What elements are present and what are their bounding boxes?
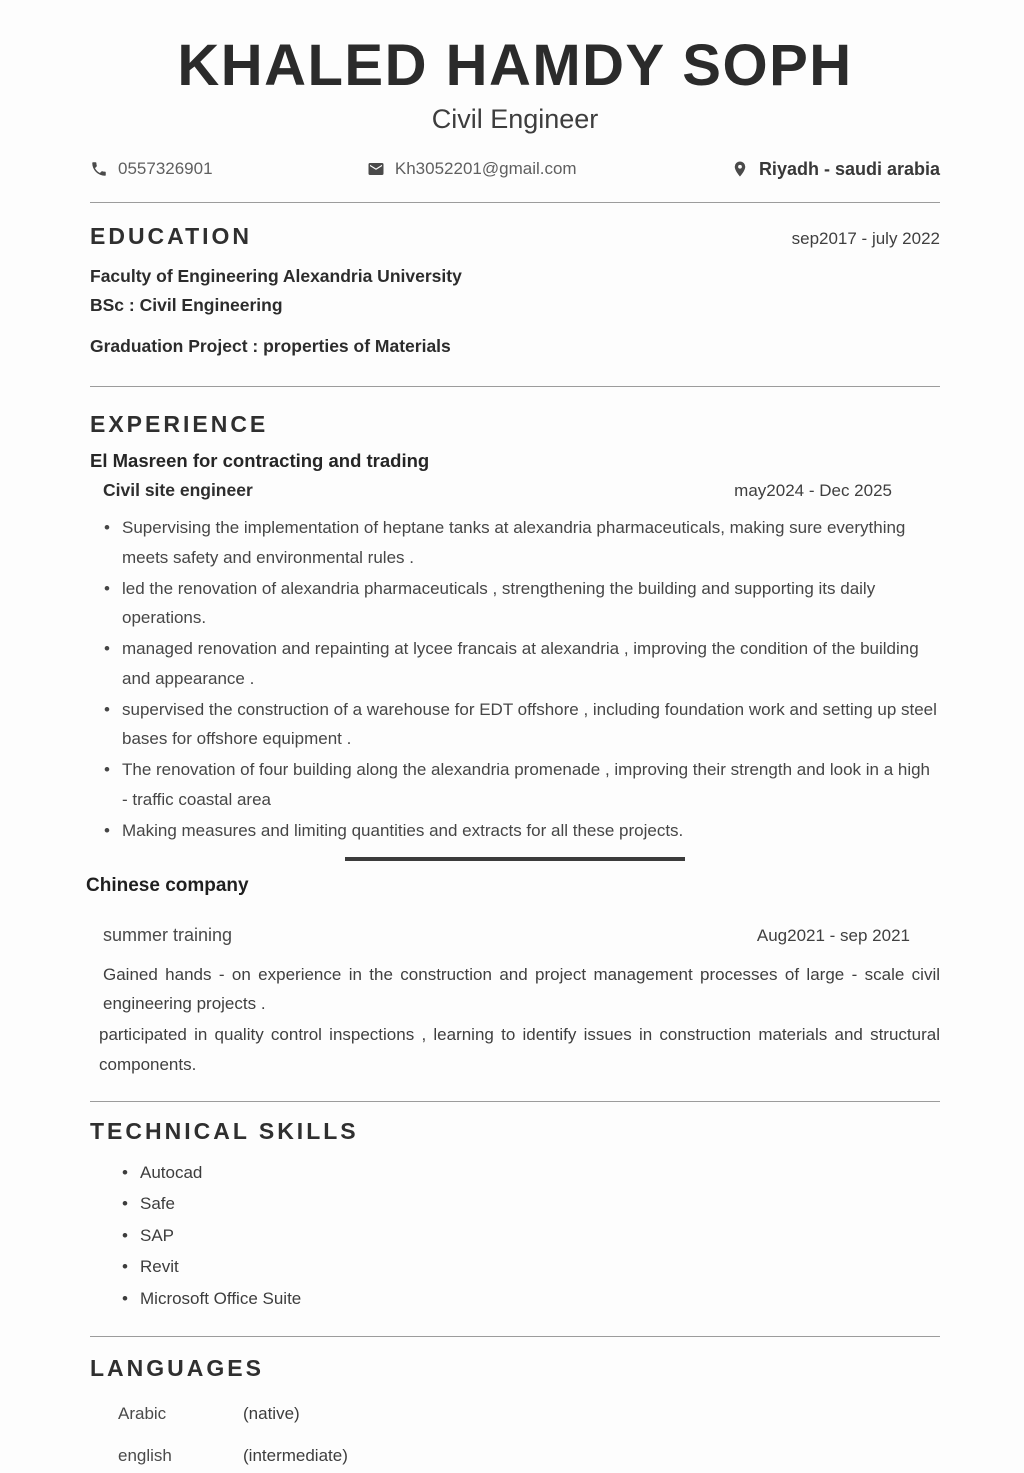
section-separator-bar bbox=[345, 857, 685, 861]
language-level: (intermediate) bbox=[243, 1446, 348, 1466]
skill-list bbox=[90, 1157, 940, 1314]
education-heading: EDUCATION bbox=[90, 222, 253, 249]
language-row bbox=[90, 1446, 940, 1466]
contact-email bbox=[367, 159, 577, 179]
experience-bullet: • Making measures and limiting quantities and extracts for all these projects. bbox=[90, 816, 940, 845]
language-name: Arabic bbox=[118, 1404, 167, 1424]
technical-skills-heading: TECHNICAL SKILLS bbox=[90, 1117, 359, 1144]
languages-heading: LANGUAGES bbox=[90, 1355, 264, 1382]
experience-bullet: • Supervising the implementation of heptane tanks at alexandria pharmaceuticals, making sure everything meets safety and environmental rules . bbox=[90, 513, 940, 571]
resume-header bbox=[0, 0, 1024, 180]
company-name: El Masreen for contracting and trading bbox=[90, 450, 430, 472]
language-name: english bbox=[118, 1446, 172, 1466]
email-icon bbox=[367, 160, 385, 178]
education-project: Graduation Project : properties of Materials bbox=[90, 335, 451, 356]
experience-paragraph: participated in quality control inspections , learning to identify issues in construction materials and structural components. bbox=[99, 1025, 940, 1074]
experience-heading: EXPERIENCE bbox=[90, 411, 269, 438]
skill-item: • Microsoft Office Suite bbox=[90, 1283, 940, 1314]
education-school: Faculty of Engineering Alexandria University bbox=[90, 265, 462, 286]
experience-section bbox=[86, 387, 940, 1079]
language-level: (native) bbox=[243, 1404, 300, 1424]
role-title: Civil site engineer bbox=[103, 480, 253, 501]
technical-skills-section bbox=[90, 1102, 940, 1336]
experience-bullet-list bbox=[90, 513, 940, 845]
experience-bullet: • supervised the construction of a warehouse for EDT offshore , including foundation work and setting up steel bases for offshore equipment . bbox=[90, 695, 940, 753]
skill-item: • Revit bbox=[90, 1251, 940, 1282]
education-degree: BSc : Civil Engineering bbox=[90, 294, 283, 315]
email-address: Kh3052201@gmail.com bbox=[394, 159, 577, 179]
language-row bbox=[90, 1404, 940, 1424]
education-dates: sep2017 - july 2022 bbox=[791, 228, 940, 248]
role-dates: Aug2021 - sep 2021 bbox=[756, 926, 910, 945]
role-title: summer training bbox=[103, 925, 233, 945]
candidate-name: KHALED HAMDY SOPH bbox=[177, 33, 853, 98]
location-pin-icon bbox=[731, 160, 749, 178]
languages-section bbox=[90, 1337, 940, 1466]
skill-item: • Autocad bbox=[90, 1157, 940, 1188]
role-row bbox=[90, 925, 940, 946]
skill-item: • SAP bbox=[90, 1220, 940, 1251]
contact-row bbox=[90, 159, 940, 180]
contact-phone bbox=[90, 159, 213, 179]
education-heading-row bbox=[90, 223, 940, 250]
experience-bullet: • The renovation of four building along the alexandria promenade , improving their strength and look in a high - traffic coastal area bbox=[90, 755, 940, 813]
experience-paragraph: Gained hands - on experience in the construction and project management processes of large - scale civil engineering projects . bbox=[103, 965, 940, 1014]
candidate-job-title: Civil Engineer bbox=[431, 103, 599, 134]
education-section bbox=[90, 203, 940, 387]
skill-item: • Safe bbox=[90, 1188, 940, 1219]
phone-icon bbox=[90, 160, 108, 178]
location-text: Riyadh - saudi arabia bbox=[758, 158, 940, 179]
experience-bullet: • managed renovation and repainting at lycee francais at alexandria , improving the condition of the building and appearance . bbox=[90, 634, 940, 692]
contact-location bbox=[731, 159, 940, 180]
role-dates: may2024 - Dec 2025 bbox=[734, 481, 892, 501]
phone-number: 0557326901 bbox=[118, 159, 213, 179]
experience-bullet: • led the renovation of alexandria pharmaceuticals , strengthening the building and supporting its daily operations. bbox=[90, 574, 940, 632]
company-name: Chinese company bbox=[86, 875, 249, 896]
role-row bbox=[90, 480, 940, 501]
